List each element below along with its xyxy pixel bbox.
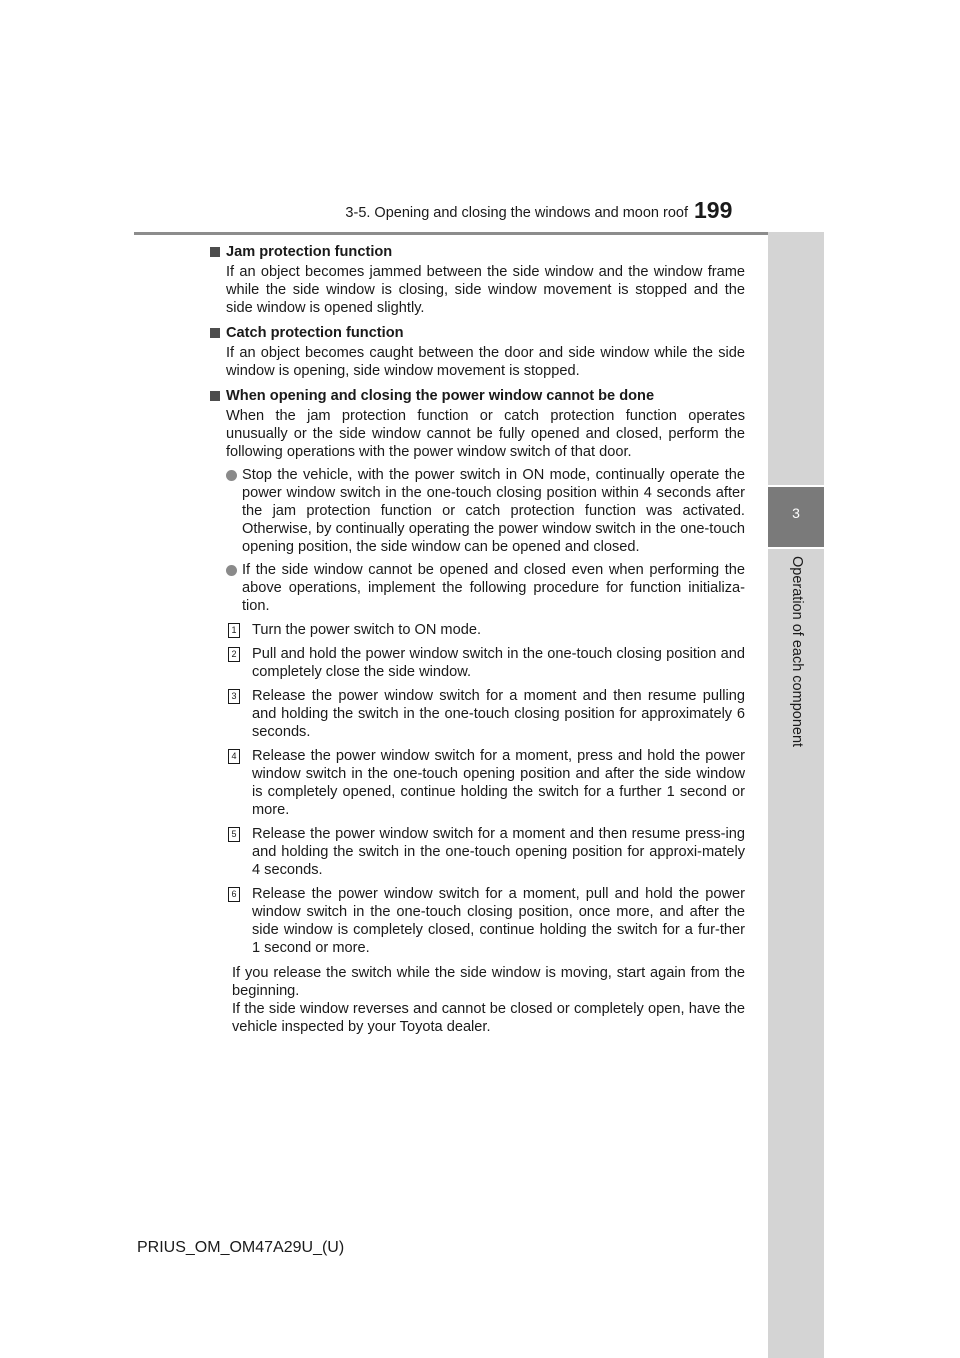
section-heading: [208, 324, 745, 342]
header-rule: [134, 232, 822, 235]
section-heading: [208, 387, 745, 405]
procedure-step-1: [208, 621, 745, 639]
chapter-tab-label: Operation of each component: [789, 556, 805, 748]
procedure-step-4: [208, 747, 745, 819]
step-number-box: 4: [228, 749, 240, 764]
step-number-box: 6: [228, 887, 240, 902]
chapter-tab: [768, 487, 824, 547]
step-text: Release the power window switch for a moment, press and hold the power window switch in the one-touch opening position and after the side window is completely opened, continue holding the switch for a further 1 second or more.: [252, 748, 745, 818]
step-number-box: 1: [228, 623, 240, 638]
procedure-note: If the side window reverses and cannot be closed or completely open, have the vehicle inspected by your Toyota dealer.: [232, 1001, 745, 1035]
procedure-step-5: [208, 825, 745, 879]
section-heading-text: Catch protection function: [226, 325, 404, 341]
step-text: Release the power window switch for a moment, pull and hold the power window switch in the one-touch closing position, once more, and after the side window is completely closed, continue holding the switch for a fur-ther 1 second or more.: [252, 886, 745, 956]
step-number-box: 2: [228, 647, 240, 662]
chapter-tab-number: 3: [792, 505, 800, 521]
round-bullet-icon: [226, 470, 237, 481]
square-bullet-icon: [210, 247, 220, 257]
procedure-step-6: [208, 885, 745, 957]
section-body: When the jam protection function or catch protection function operates unusually or the side window cannot be fully opened and closed, perform the following operations with the power window switch of that door.: [226, 408, 745, 460]
list-item: [208, 561, 745, 615]
step-number-box: 3: [228, 689, 240, 704]
section-heading-text: When opening and closing the power window cannot be done: [226, 388, 655, 404]
round-bullet-icon: [226, 565, 237, 576]
bullet-text: Stop the vehicle, with the power switch in ON mode, continually operate the power window switch in the one-touch closing position within 4 seconds after the jam protection function or catch protection function was activated. Otherwise, by continually operating the power window switch in the one-touch opening position, the side window can be opened and closed.: [242, 467, 745, 555]
step-number-box: 5: [228, 827, 240, 842]
section-cannot-open-close: [208, 387, 745, 1036]
page-content: [208, 243, 745, 1043]
step-text: Pull and hold the power window switch in the one-touch closing position and completely close the side window.: [252, 646, 745, 680]
section-jam-protection: [208, 243, 745, 317]
page-number: 199: [694, 197, 733, 223]
section-heading-text: Jam protection function: [226, 244, 393, 260]
step-text: Turn the power switch to ON mode.: [252, 622, 481, 638]
list-item: [208, 466, 745, 556]
procedure-note: If you release the switch while the side window is moving, start again from the beginning.: [232, 965, 745, 999]
step-text: Release the power window switch for a moment and then resume press-ing and holding the switch in the one-touch opening position for approxi-mately 4 seconds.: [252, 826, 745, 878]
section-body: If an object becomes jammed between the side window and the window frame while the side window is closing, side window movement is stopped and the side window is opened slightly.: [226, 264, 745, 316]
section-catch-protection: [208, 324, 745, 380]
side-tab-background-top: [768, 232, 824, 485]
section-heading: [208, 243, 745, 261]
square-bullet-icon: [210, 391, 220, 401]
page-header-title: 3-5. Opening and closing the windows and moon roof: [345, 205, 688, 221]
bullet-text: If the side window cannot be opened and closed even when performing the above operations, implement the following procedure for function initializa-tion.: [242, 562, 745, 614]
square-bullet-icon: [210, 328, 220, 338]
document-code: PRIUS_OM_OM47A29U_(U): [137, 1239, 345, 1256]
procedure-step-3: [208, 687, 745, 741]
procedure-step-2: [208, 645, 745, 681]
section-body: If an object becomes caught between the door and side window while the side window is opening, side window movement is stopped.: [226, 345, 745, 379]
step-text: Release the power window switch for a moment and then resume pulling and holding the switch in the one-touch closing position for approximately 6 seconds.: [252, 688, 745, 740]
